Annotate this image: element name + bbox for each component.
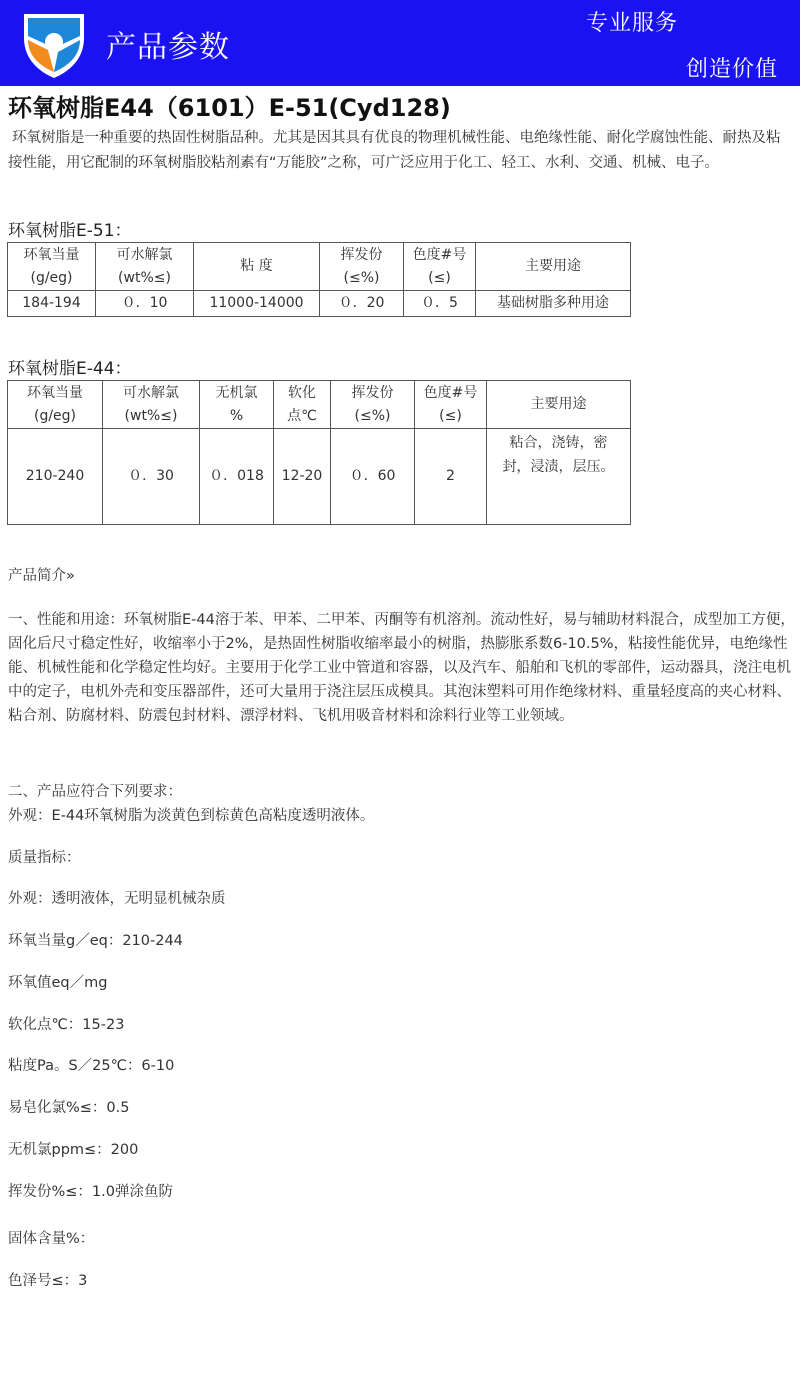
quality-item: 环氧当量g／eq：210-244 <box>8 933 183 949</box>
section1-paragraph: 一、性能和用途：环氧树脂E-44溶于苯、甲苯、二甲苯、丙酮等有机溶剂。流动性好，易与辅助材料混合，成型加工方便，固化后尺寸稳定性好，收缩率小于2%，是热固性树脂收缩率最小的树脂，热膨胀系数6-10.5%，粘接性能优异，电绝缘性能、机械性能和化学稳定性均好。主要用于化学工业中管道和容器，以及汽车、船舶和飞机的零部件，运动器具，浇注电机中的定子，电机外壳和变压器部件，还可大量用于浇注层压成模具。其泡沫塑料可用作绝缘材料、重量轻度高的夹心材料、粘合剂、防腐材料、防震包封材料、漂浮材料、飞机用吸音材料和涂料行业等工业领域。 <box>8 612 795 724</box>
table-cell: ０．018 <box>200 429 274 525</box>
table-header-row <box>8 243 631 291</box>
section2-title: 二、产品应符合下列要求： <box>8 784 182 800</box>
quality-heading: 质量指标： <box>8 850 81 866</box>
banner-slogan-line2: 创造价值 <box>686 57 779 82</box>
shield-logo-icon <box>18 8 90 80</box>
appearance-line: 外观：E-44环氧树脂为淡黄色到棕黄色高粘度透明液体。 <box>8 808 375 824</box>
table-cell: 2 <box>415 429 487 525</box>
banner-slogan-line1: 专业服务 <box>586 11 679 36</box>
table-cell: ０．5 <box>404 291 476 317</box>
quality-item: 色泽号≤：3 <box>8 1273 88 1289</box>
header-cell: 粘 度 <box>194 243 320 291</box>
table-cell: ０．30 <box>103 429 200 525</box>
table-row <box>8 429 631 525</box>
intro-paragraph: 环氧树脂是一种重要的热固性树脂品种。尤其是因其具有优良的物理机械性能、电绝缘性能、耐化学腐蚀性能、耐热及粘接性能，用它配制的环氧树脂胶粘剂素有“万能胶”之称，可广泛应用于化工、轻工、水利、交通、机械、电子。 <box>8 130 781 171</box>
header-cell: 主要用途 <box>476 243 631 291</box>
header-cell: 环氧当量 (g/eg) <box>8 381 103 429</box>
quality-item: 易皂化氯%≤：0.5 <box>8 1100 130 1116</box>
quality-item: 粘度Pa。S／25℃：6-10 <box>8 1058 175 1074</box>
product-intro-heading: 产品简介» <box>8 568 75 584</box>
table-cell: 基础树脂多种用途 <box>476 291 631 317</box>
quality-item: 软化点℃：15-23 <box>8 1017 125 1033</box>
header-cell: 可水解氯 (wt%≤) <box>96 243 194 291</box>
table-cell: 184-194 <box>8 291 96 317</box>
table-e44-title: 环氧树脂E-44： <box>8 359 132 379</box>
header-cell: 色度#号 (≤) <box>404 243 476 291</box>
quality-item: 无机氯ppm≤：200 <box>8 1142 139 1158</box>
header-cell: 色度#号 (≤) <box>415 381 487 429</box>
header-cell: 可水解氯 (wt%≤) <box>103 381 200 429</box>
header-banner <box>0 0 800 86</box>
spec-table-e44 <box>7 380 631 525</box>
header-cell: 挥发份 (≤%) <box>331 381 415 429</box>
quality-item: 固体含量%： <box>8 1231 95 1247</box>
table-cell-usage: 粘合，浇铸，密 封，浸渍，层压。 <box>487 429 631 525</box>
header-cell: 主要用途 <box>487 381 631 429</box>
table-cell: 12-20 <box>274 429 331 525</box>
header-cell: 环氧当量 (g/eg) <box>8 243 96 291</box>
table-row <box>8 291 631 317</box>
header-cell: 无机氯 % <box>200 381 274 429</box>
table-cell: 11000-14000 <box>194 291 320 317</box>
product-title: 环氧树脂E44（6101）E-51(Cyd128) <box>8 94 451 122</box>
quality-item: 环氧值eq／mg <box>8 975 108 991</box>
table-header-row <box>8 381 631 429</box>
quality-item: 外观：透明液体，无明显机械杂质 <box>8 891 226 907</box>
table-cell: ０．60 <box>331 429 415 525</box>
spec-table-e51 <box>7 242 631 317</box>
table-e51-title: 环氧树脂E-51： <box>8 221 132 241</box>
header-cell: 软化 点℃ <box>274 381 331 429</box>
quality-item: 挥发份%≤：1.0弹涂鱼防 <box>8 1184 173 1200</box>
header-cell: 挥发份 (≤%) <box>320 243 404 291</box>
table-cell: ０．10 <box>96 291 194 317</box>
table-cell: ０．20 <box>320 291 404 317</box>
banner-title: 产品参数 <box>106 30 230 65</box>
table-cell: 210-240 <box>8 429 103 525</box>
